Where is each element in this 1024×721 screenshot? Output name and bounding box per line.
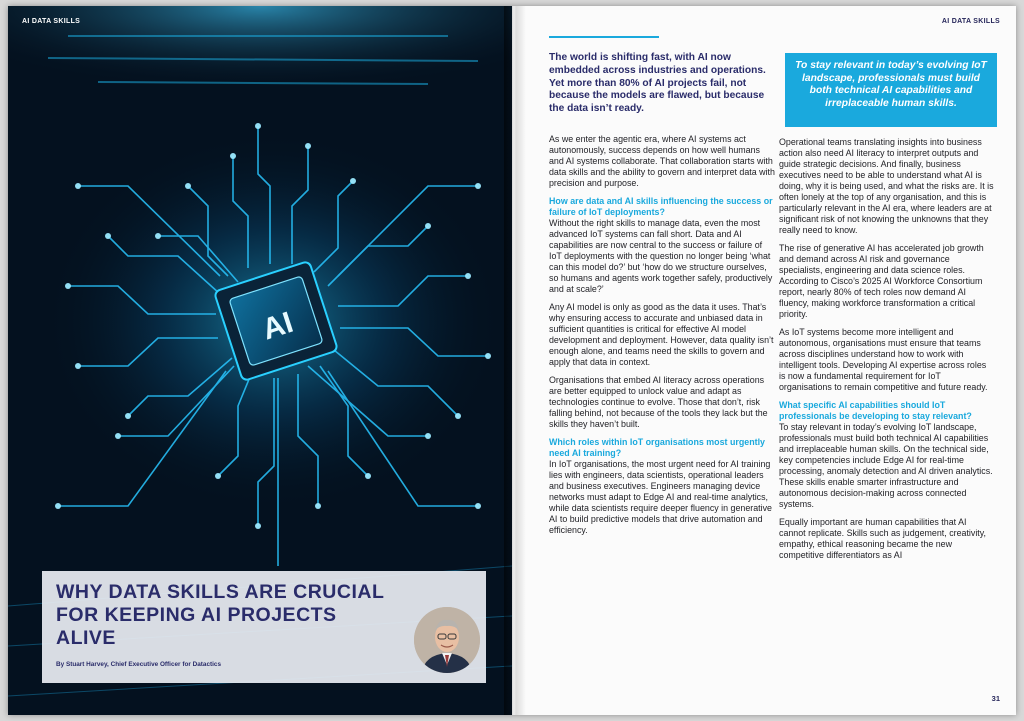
- article-column-1: [549, 134, 775, 543]
- page-number: 31: [991, 694, 1000, 703]
- body-paragraph: Without the right skills to manage data, even the most advanced IoT systems can fall short. Data and AI capabilities are now central to the success or failure of IoT deployments with the question no longer being ‘what can this model do?’ but ‘how do we structure ourselves, so humans and agents work together safely, productively and at scale?’: [549, 218, 773, 294]
- article-lead: The world is shifting fast, with AI now embedded across industries and operations. Yet more than 80% of AI projects fail, not because the models are flawed, but because the data isn’t ready.: [549, 52, 766, 115]
- right-page: [512, 6, 1016, 715]
- section-heading: How are data and AI skills influencing the success or failure of IoT deployments?: [549, 196, 773, 217]
- body-paragraph: Organisations that embed AI literacy across operations are better equipped to unlock value and adapt as technologies continue to evolve. Those that don’t, risk falling behind, not because of the tools they lack but the skills they haven’t built.: [549, 375, 768, 429]
- left-running-header: AI DATA SKILLS: [22, 18, 81, 25]
- section-heading: What specific AI capabilities should IoT professionals be developing to stay relevant?: [779, 400, 972, 421]
- magazine-spread: [8, 6, 1016, 715]
- body-paragraph: In IoT organisations, the most urgent need for AI training lies with engineers, data scientists, operational leaders and business executives. Engineers managing device networks must adapt to Edge AI and real-time analytics, while data scientists require deeper fluency in generative AI to build predictive models that drive automation and efficiency.: [549, 459, 772, 535]
- body-paragraph: Operational teams translating insights into business action also need AI literacy to interpret outputs and guide strategic decisions. And finally, business executives need to be able to understand what AI is doing, why it is being used, and what the risks are. It is often lonely at the top of any organisation, and this is particularly relevant in the AI era, where leaders are at significant risk of not knowing the unknowns that they really need to know.: [779, 137, 994, 235]
- section-heading: Which roles within IoT organisations most urgently need AI training?: [549, 437, 765, 458]
- author-photo: [414, 607, 480, 673]
- right-running-header: AI DATA SKILLS: [941, 18, 1000, 25]
- body-paragraph: To stay relevant in today’s evolving IoT landscape, professionals must build both technical AI capabilities and irreplaceable human skills. On the technical side, key competencies include Edge AI for real-time processing, anomaly detection and AI driven analytics. These skills enable smarter infrastructure and autonomous decision-making across connected systems.: [779, 422, 993, 509]
- author-byline: By Stuart Harvey, Chief Executive Officer for Datactics: [56, 661, 222, 668]
- article-title: WHY DATA SKILLS ARE CRUCIAL FOR KEEPING AI PROJECTS ALIVE: [56, 581, 385, 649]
- lead-accent-rule: [549, 36, 659, 38]
- body-paragraph: As we enter the agentic era, where AI systems act autonomously, success depends on how well humans and AI systems collaborate. That collaboration starts with data skills and the ability to govern and interpret data with precision and purpose.: [549, 134, 775, 188]
- article-title-panel: [42, 571, 486, 683]
- author-portrait-icon: [414, 607, 480, 673]
- body-paragraph: The rise of generative AI has accelerated job growth and demand across AI risk and governance specialists, engineering and data science roles. According to Cisco’s 2025 AI Workforce Consortium report, nearly 80% of tech roles now demand AI fluency, making workforce transformation a critical priority.: [779, 243, 984, 319]
- article-column-2: [779, 137, 995, 568]
- pull-quote-text: To stay relevant in today’s evolving IoT landscape, professionals must build both technical AI capabilities and irreplaceable human skills.: [795, 60, 987, 110]
- pull-quote-box: [785, 53, 997, 127]
- body-paragraph: Equally important are human capabilities that AI cannot replicate. Skills such as judgement, creativity, empathy, ethical reasoning became the new competitive differentiators as AI: [779, 517, 987, 560]
- body-paragraph: Any AI model is only as good as the data it uses. That’s why ensuring access to accurate and unbiased data in sufficient quantities is critical for effective AI model development and deployment. However, data quality isn’t enough alone, and teams need the skills to govern and apply that data in context.: [549, 302, 774, 367]
- body-paragraph: As IoT systems become more intelligent and autonomous, organisations must ensure that teams across disciplines understand how to work with intelligent tools. Developing AI expertise across roles is now a fundamental requirement for IoT organisations to remain competitive and future ready.: [779, 327, 988, 392]
- chip-ai-label: AI: [258, 305, 298, 347]
- left-page: [8, 6, 512, 715]
